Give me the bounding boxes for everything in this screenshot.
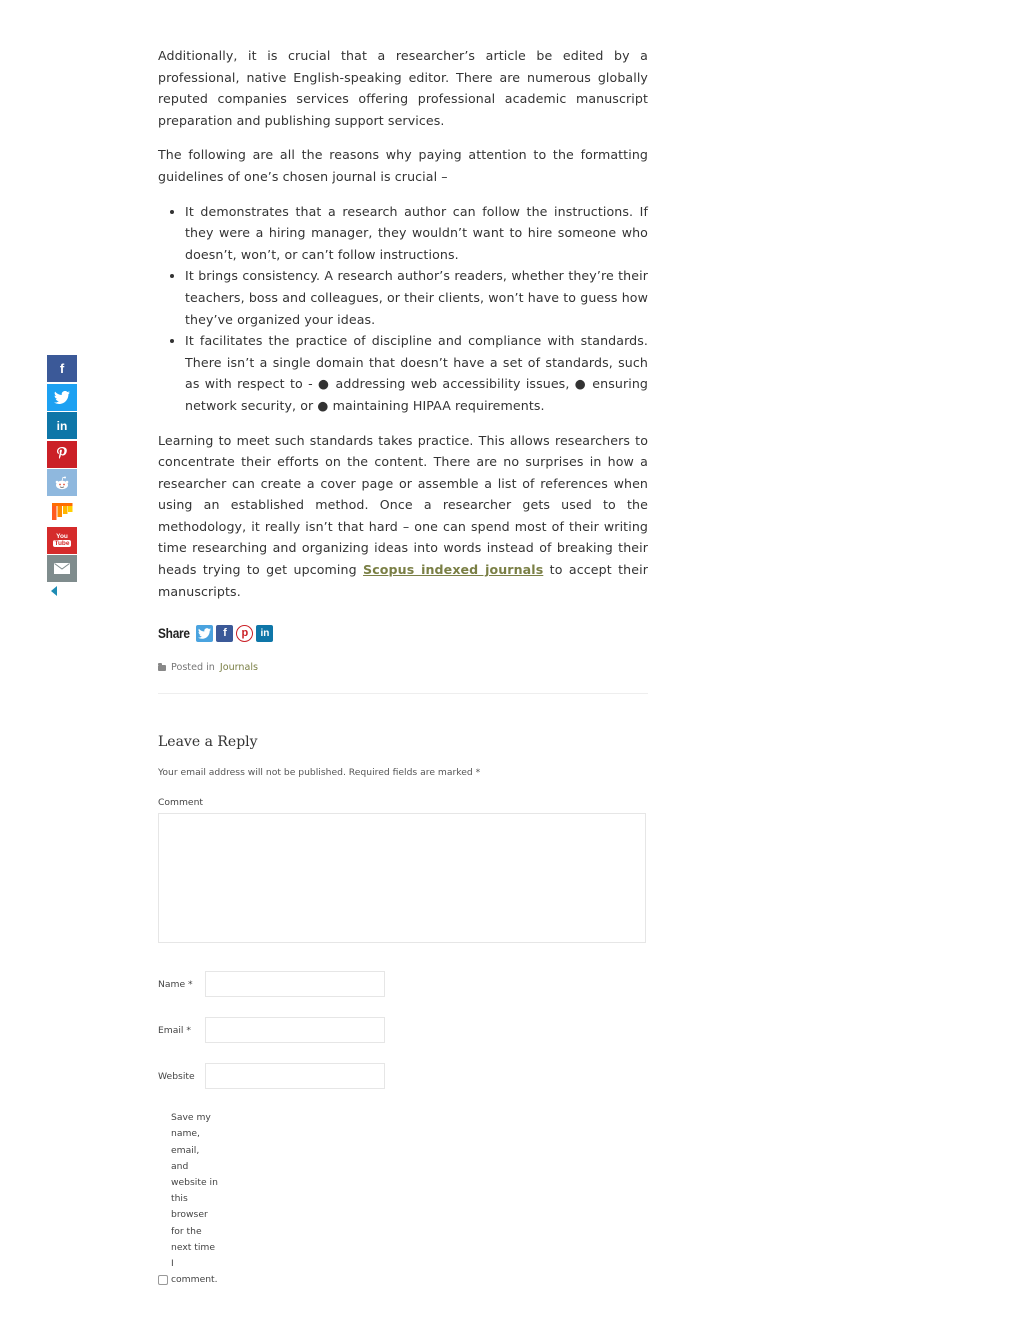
website-input[interactable] bbox=[205, 1063, 385, 1089]
floating-twitter-icon[interactable] bbox=[47, 384, 77, 411]
floating-email-icon[interactable] bbox=[47, 555, 77, 582]
paragraph-standards bbox=[158, 430, 648, 603]
comment-label: Comment bbox=[158, 797, 204, 809]
list-item: • It brings consistency. A research author’s readers, whether they’re their teachers, boss and colleagues, or their clients, won’t have to guess how they’ve organized your ideas. bbox=[185, 265, 648, 330]
share-facebook-icon[interactable]: f bbox=[216, 625, 233, 642]
email-field-row bbox=[158, 1017, 648, 1043]
list-item: • It demonstrates that a research author can follow the instructions. If they were a hiring manager, they wouldn’t want to hire someone who doesn’t, won’t, or can’t follow instructions. bbox=[185, 201, 648, 266]
comment-notes: Your email address will not be published. Required fields are marked * bbox=[158, 767, 481, 779]
floating-reddit-icon[interactable] bbox=[47, 469, 77, 496]
comment-textarea[interactable] bbox=[158, 813, 646, 943]
share-label: Share bbox=[158, 625, 190, 642]
paragraph-reasons-intro: The following are all the reasons why paying attention to the formatting guidelines of one’s chosen journal is crucial – bbox=[158, 147, 648, 184]
post-meta bbox=[158, 662, 648, 673]
website-label: Website bbox=[158, 1070, 195, 1082]
share-linkedin-icon[interactable]: in bbox=[256, 625, 273, 642]
paragraph-editing: Additionally, it is crucial that a researcher’s article be edited by a professional, native English-speaking editor. There are numerous globally reputed companies services offering professional academic manuscript preparation and publishing support services. bbox=[158, 48, 648, 128]
scopus-journals-link[interactable]: Scopus indexed journals bbox=[363, 562, 544, 578]
posted-in-label: Posted in bbox=[171, 662, 215, 674]
website-field-row bbox=[158, 1063, 648, 1089]
floating-linkedin-icon[interactable]: in bbox=[47, 412, 77, 439]
floating-youtube-icon[interactable]: You Tube bbox=[47, 527, 77, 554]
consent-label: Save my name, email, and website in this browser for the next time I comment. bbox=[171, 1112, 218, 1286]
save-info-checkbox[interactable] bbox=[158, 1275, 168, 1285]
floating-share-bar bbox=[47, 355, 77, 596]
floating-facebook-icon[interactable]: f bbox=[47, 355, 77, 382]
paragraph-text-end: to accept their manuscripts. bbox=[158, 562, 648, 599]
leave-reply-title: Leave a Reply bbox=[158, 734, 258, 751]
email-input[interactable] bbox=[205, 1017, 385, 1043]
name-label: Name * bbox=[158, 978, 193, 990]
name-field-row bbox=[158, 971, 648, 997]
list-item: • It facilitates the practice of discipline and compliance with standards. There isn’t a single domain that doesn’t have a set of standards, such as with respect to - ● addressing web accessibility issues, ● ensuring network security, or ● maintaining HIPAA requirements. bbox=[185, 330, 648, 416]
floating-mix-icon[interactable] bbox=[47, 498, 77, 525]
folder-icon bbox=[158, 665, 166, 671]
category-link[interactable]: Journals bbox=[219, 662, 259, 674]
name-input[interactable] bbox=[205, 971, 385, 997]
divider bbox=[158, 693, 648, 694]
share-row bbox=[158, 622, 648, 644]
reasons-list bbox=[158, 201, 648, 417]
consent-row bbox=[158, 1110, 648, 1288]
paragraph-text: Learning to meet such standards takes practice. This allows researchers to concentrate their efforts on the content. There are no surprises in how a researcher can create a cover page or assemble a list of references when using an established method. Once a researcher gets used to the methodology, it really isn’t that hard – one can spend most of their writing time researching and organizing ideas into words instead of breaking their heads trying to get upcoming bbox=[158, 432, 648, 578]
share-pinterest-icon[interactable]: p bbox=[236, 625, 253, 642]
share-twitter-icon[interactable] bbox=[196, 625, 213, 642]
hide-sidebar-arrow-icon[interactable] bbox=[51, 586, 57, 596]
email-label: Email * bbox=[158, 1024, 192, 1036]
floating-pinterest-icon[interactable] bbox=[47, 441, 77, 468]
article-content bbox=[158, 45, 648, 1288]
